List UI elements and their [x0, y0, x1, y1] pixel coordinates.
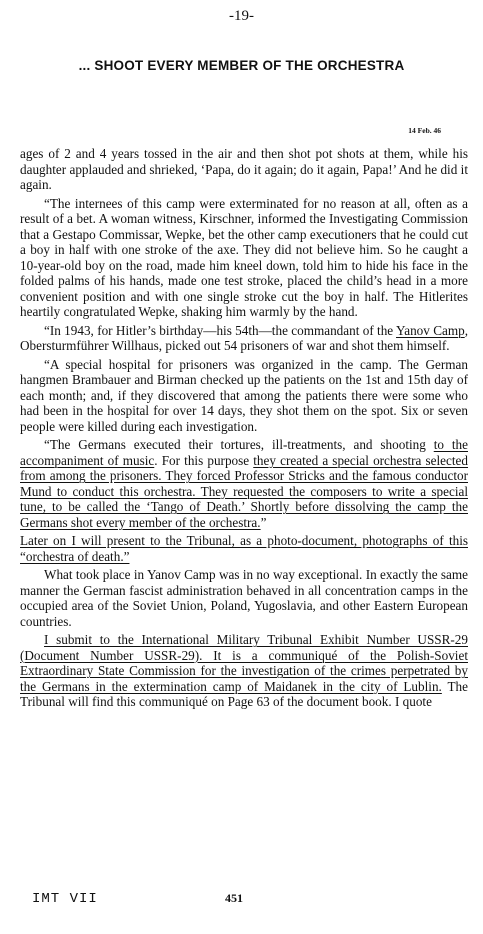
paragraph-8-text-b: The Tribunal will find this communiqué on Page 63 of the document book. I quote — [20, 678, 468, 709]
underlined-orchestra-passage: they created a special orchestra selected from among the prisoners. They forced Professor Stricks and the famous conductor Mund to conduct this orchestra. They requested the composers to write a special tune, to be called the ‘Tango of Death.’ Shortly before dissolving the camp the Germans shot every member of the orchestra. — [20, 452, 469, 530]
footer-page-number: 451 — [225, 891, 243, 905]
paragraph-5-text-c: . For this purpose — [154, 452, 254, 468]
paragraph-5-close-quote: ” — [260, 514, 267, 530]
paragraph-2: “The internees of this camp were exterminated for no reason at all, often as a result of a bet. A woman witness, Kirschner, informed the Investigating Commission that a Gestapo Commissar, Wepke, bet the other camp executioners that he could cut a boy in half with one stroke of the axe. They did not believe him. So he caught a 10-year-old boy on the road, made him kneel down, told him to hide his face in the folded palms of his hands, made one test stroke, placed the child’s head in a more convenient position and with one single stroke cut the boy in half. The Hitlerites heartily congratulated Wepke, shaking him warmly by the hand. — [20, 195, 468, 319]
paragraph-5-text-a: “The Germans executed their tortures, ill-treatments, and shooting — [44, 437, 434, 452]
document-body — [20, 146, 468, 713]
underlined-yanov-camp: Yanov Camp — [396, 322, 465, 338]
paragraph-3 — [20, 323, 468, 354]
paragraph-5 — [20, 437, 468, 530]
paragraph-3-text-c: , Obersturmführer Willhaus, picked out 54 prisoners of war and shot them himself. — [20, 322, 468, 353]
footer-volume: IMT VII — [32, 891, 98, 907]
page-number: -19- — [229, 8, 254, 24]
underlined-music: to the accompaniment of music — [20, 437, 468, 468]
paragraph-8 — [20, 632, 468, 710]
underlined-exhibit-passage: I submit to the International Military Tribunal Exhibit Number USSR-29 (Document Number USSR-29). It is a communiqué of the Polish-Soviet Extraordinary State Commission for the investigation of the crimes perpetrated by the Germans in the extermination camp of Maidanek in the city of Lublin. — [20, 632, 468, 694]
paragraph-7: What took place in Yanov Camp was in no way exceptional. In exactly the same manner the German fascist administration behaved in all concentration camps in the occupied area of the Soviet Union, Poland, Yugoslavia, and other Eastern European countries. — [20, 567, 468, 629]
section-title: ... SHOOT EVERY MEMBER OF THE ORCHESTRA — [78, 58, 405, 73]
paragraph-6: Later on I will present to the Tribunal, as a photo-document, photographs of this “orchestra of death.” — [20, 533, 468, 564]
paragraph-4: “A special hospital for prisoners was organized in the camp. The German hangmen Brambauer and Birman checked up the patients on the 1st and 15th day of each month; and, if they discovered that among the patients there were some who had been in the hospital for over 14 days, they shot them on the spot. Six or seven people were killed during each investigation. — [20, 356, 468, 434]
paragraph-3-text-a: “In 1943, for Hitler’s birthday—his 54th—the commandant of the — [44, 322, 397, 338]
paragraph-1: ages of 2 and 4 years tossed in the air and then shot pot shots at them, while his daughter applauded and shrieked, ‘Papa, do it again; do it again, Papa!’ And he did it again. — [20, 146, 468, 192]
session-date: 14 Feb. 46 — [408, 126, 441, 135]
